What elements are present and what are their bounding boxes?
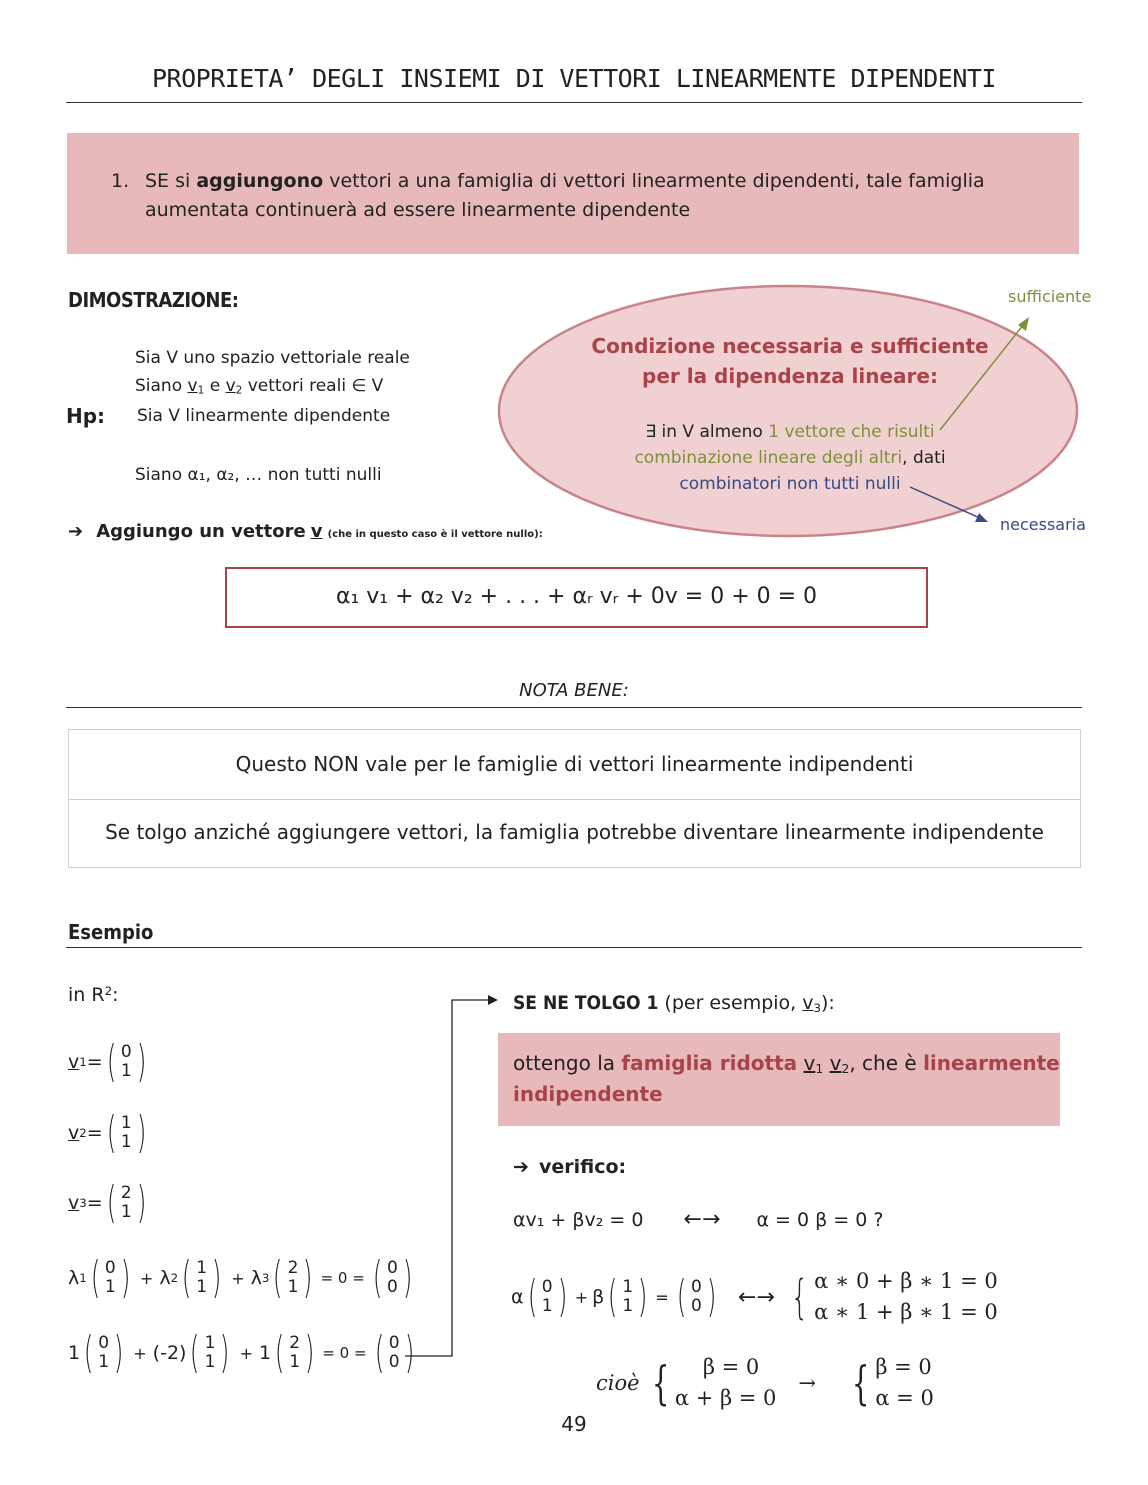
nota-heading: NOTA BENE:: [519, 680, 629, 701]
property-bold-word: aggiungono: [196, 170, 324, 192]
hp-line-2: Siano $v_1$ e $v_2$ vettori reali ∈ V: [135, 376, 384, 397]
vector-v1: v 1 = ( 0 1 ): [68, 1036, 146, 1087]
ellipse-body-2: combinazione lineare degli altri, dati: [634, 448, 946, 468]
nota-row-2: Se tolgo anziché aggiungere vettori, la famiglia potrebbe diventare linearmente indipendente: [68, 798, 1081, 868]
vector-v2: v 2 = ( 1 1 ): [68, 1107, 146, 1158]
nota-rule: [66, 707, 1082, 708]
vector-v3: v 3 = ( 2 1 ): [68, 1177, 146, 1228]
page-number: 49: [561, 1412, 587, 1436]
property-number: 1.: [111, 170, 130, 192]
connector-arrow: [0, 990, 520, 1370]
page-title: PROPRIETA’ DEGLI INSIEMI DI VETTORI LINEARMENTE DIPENDENTI: [152, 64, 996, 93]
arrow-right-icon: ➔: [68, 521, 84, 542]
nota-row-1: Questo NON vale per le famiglie di vettori linearmente indipendenti: [68, 729, 1081, 800]
space-label: in $R^2$:: [68, 984, 119, 1006]
final-system: cioè { β = 0 α + β = 0 → { β = 0 α = 0: [596, 1355, 934, 1410]
system-equation: α ( 0 1 ) + β ( 1 1 ) = ( 0 0 ) ←→ { α ∗ 0 + β ∗ 1 = 0 α ∗ 1 + β ∗ 1 = 0: [511, 1269, 998, 1324]
remove-heading: SE NE TOLGO 1 (per esempio, $v_3$):: [513, 992, 835, 1015]
example-rule: [66, 947, 1082, 948]
hp-line-4: Siano α₁, α₂, … non tutti nulli: [135, 465, 382, 485]
condition-ellipse: [499, 286, 1077, 536]
verify-equation: αv₁ + βv₂ = 0 ←→ α = 0 β = 0 ?: [513, 1207, 884, 1232]
example-heading: Esempio: [68, 920, 154, 944]
formula-text: α₁ v₁ + α₂ v₂ + . . . + αᵣ vᵣ + 0v = 0 + 0 = 0: [335, 584, 818, 609]
add-vector-line: ➔ Aggiungo un vettore v (che in questo caso è il vettore nullo):: [68, 521, 543, 542]
double-arrow-icon: ←→: [683, 1207, 721, 1232]
ellipse-title-1: Condizione necessaria e sufficiente: [591, 334, 989, 358]
lambda-combination: λ 1 ( 0 1 ) + λ 2 ( 1 1 ) + λ 3 ( 2 1 ) = 0 = ( 0 0 ): [68, 1252, 413, 1303]
reduced-line-2: indipendente: [513, 1082, 663, 1106]
numeric-combination: 1 ( 0 1 ) + (-2) ( 1 1 ) + 1 ( 2 1 ) = 0 = ( 0 0 ): [68, 1327, 414, 1378]
proof-heading: DIMOSTRAZIONE:: [68, 288, 239, 312]
verify-heading: ➔ verifico:: [513, 1156, 627, 1178]
hp-line-1: Sia V uno spazio vettoriale reale: [135, 348, 410, 368]
property-line-1: SE si aggiungono vettori a una famiglia di vettori linearmente dipendenti, tale famiglia: [145, 170, 985, 192]
reduced-line-1: ottengo la famiglia ridotta $v_1$ $v_2$, che è linearmente: [513, 1051, 1060, 1077]
ellipse-title-2: per la dipendenza lineare:: [642, 364, 938, 388]
ellipse-body-3: combinatori non tutti nulli: [679, 474, 901, 494]
label-necessary: necessaria: [1000, 515, 1086, 534]
reduced-family-box: [498, 1033, 1060, 1126]
ellipse-body-1: ∃ in V almeno 1 vettore che risulti: [645, 422, 935, 442]
hp-line-3: Sia V linearmente dipendente: [137, 406, 391, 426]
property-line-2: aumentata continuerà ad essere linearmente dipendente: [145, 199, 691, 221]
arrow-right-icon: ➔: [513, 1156, 529, 1178]
label-sufficient: sufficiente: [1008, 287, 1092, 306]
double-arrow-icon: ←→: [738, 1284, 775, 1310]
hp-label: Hp:: [66, 404, 106, 428]
necessary-arrowhead: [975, 513, 988, 522]
